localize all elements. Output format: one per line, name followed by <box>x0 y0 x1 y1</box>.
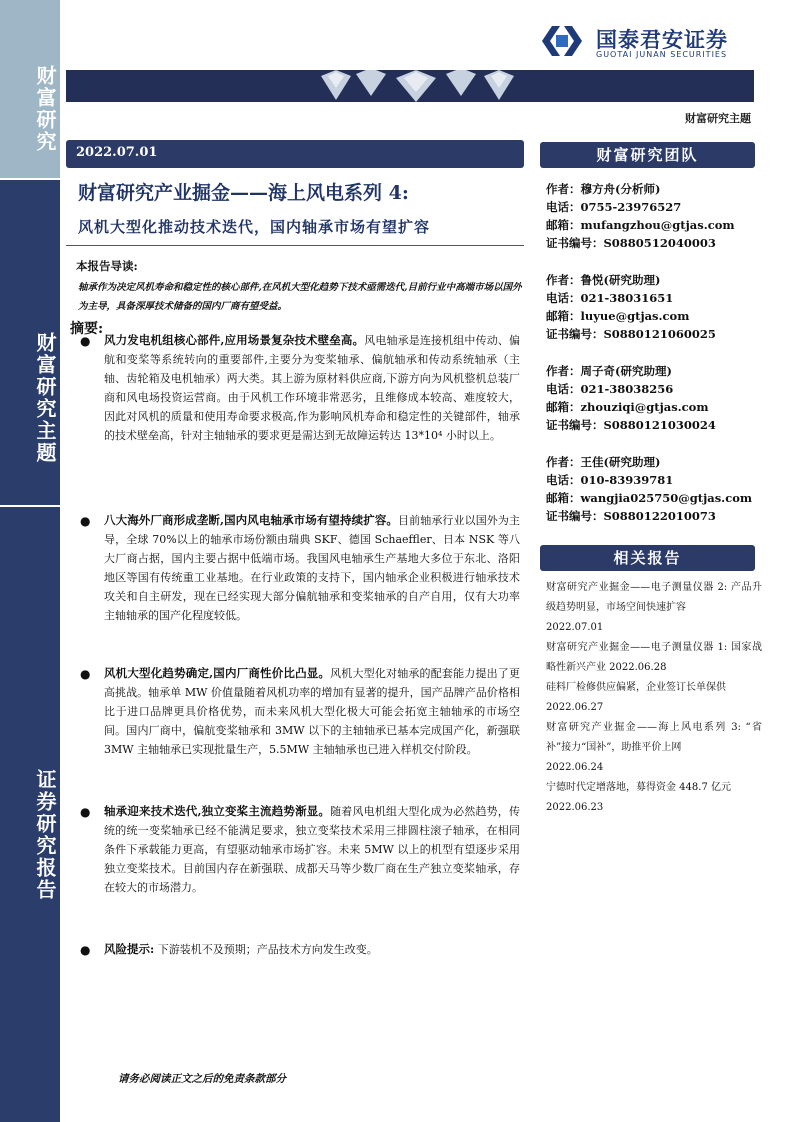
member-cert-line <box>546 416 756 434</box>
related-report-item[interactable] <box>546 638 762 678</box>
abstract-lead-3: 风机大型化趋势确定,国内厂商性价比凸显。 <box>104 666 331 680</box>
date-bar <box>66 140 524 168</box>
related-report-title[interactable]: 宁德时代定增落地，募得资金 448.7 亿元 <box>546 782 731 793</box>
phone-label: 电话： <box>546 473 581 487</box>
member-phone: 0755-23976527 <box>580 200 682 214</box>
team-member-3 <box>546 362 756 434</box>
member-cert: S0880512040003 <box>603 236 716 250</box>
related-heading: 相关报告 <box>540 545 755 571</box>
bullet-icon: ● <box>80 667 91 681</box>
report-subtitle: 风机大型化推动技术迭代，国内轴承市场有望扩容 <box>78 218 431 236</box>
member-phone-line <box>546 289 756 307</box>
team-member-2 <box>546 271 756 343</box>
member-author: 作者：王佳(研究助理) <box>546 455 661 469</box>
logo-subtitle: GUOTAI JUNAN SECURITIES <box>596 50 728 59</box>
abstract-text-3: 风机大型化对轴承的配套能力提出了更高挑战。轴承单 MW 价值量随着风机功率的增加有显著的提升，国产品牌产品价格相比于进口品牌更具价格优势，而未来风机大型化极大可能会拓宽主轴轴承的市场空间。国内厂商中，偏航变桨轴承和 3MW 以下的主轴轴承已基本完成国产化，新强联 3MW 主轴轴承已实现批量生产，5.5MW 主轴轴承也已进入样机交付阶段。 <box>104 667 520 756</box>
abstract-lead-2: 八大海外厂商形成垄断,国内风电轴承市场有望持续扩容。 <box>104 513 399 527</box>
member-phone-line <box>546 198 756 216</box>
member-author: 作者：穆方舟(分析师) <box>546 182 661 196</box>
related-report-date: 2022.07.01 <box>546 622 604 633</box>
member-email-line <box>546 307 756 325</box>
bullet-icon: ● <box>80 943 91 957</box>
side-tab-wealth-topic: 财富研究主题 <box>0 180 60 505</box>
member-cert-line <box>546 507 756 525</box>
report-date: 2022.07.01 <box>76 145 158 160</box>
team-heading: 财富研究团队 <box>540 142 755 168</box>
abstract-text-4: 随着风电机组大型化成为必然趋势，传统的统一变桨轴承已经不能满足要求，独立变桨技术采用三排圆柱滚子轴承，在相同条件下承载能力更高，有望驱动轴承市场扩容。未来 5MW 以上的机型有望逐步采用独立变桨技术。目前国内存在新强联、成都天马等少数厂商在生产独立变桨轴承，存在较大的市场潜力。 <box>104 805 520 894</box>
related-report-title[interactable]: 硅料厂检修供应偏紧，企业签订长单保供 <box>546 682 726 693</box>
diamond-decoration-icon <box>66 70 754 102</box>
member-phone: 021-38038256 <box>580 382 674 396</box>
related-report-date: 2022.06.27 <box>546 702 604 713</box>
member-cert: S0880121060025 <box>603 327 716 341</box>
member-cert: S0880121030024 <box>603 418 716 432</box>
related-report-item[interactable] <box>546 778 762 818</box>
cert-label: 证书编号： <box>546 327 604 341</box>
team-member-1 <box>546 180 756 252</box>
phone-label: 电话： <box>546 200 581 214</box>
related-report-title[interactable]: 财富研究产业掘金——海上风电系列 3: “省补”接力“国补”，助推平价上网 <box>546 722 762 753</box>
side-band <box>0 0 60 1122</box>
report-topic: 财富研究主题 <box>685 112 751 125</box>
abstract-lead-5: 风险提示: <box>104 942 155 956</box>
member-cert-line <box>546 234 756 252</box>
email-label: 邮箱： <box>546 400 581 414</box>
phone-label: 电话： <box>546 291 581 305</box>
email-label: 邮箱： <box>546 491 581 505</box>
abstract-paragraph-3 <box>104 664 520 759</box>
abstract-paragraph-5 <box>104 940 520 959</box>
member-email-line <box>546 398 756 416</box>
side-tab-wealth-research: 财富研究 <box>0 0 60 178</box>
abstract-paragraph-4 <box>104 802 520 897</box>
related-reports-list <box>546 578 762 818</box>
abstract-paragraph-1 <box>104 331 520 445</box>
member-cert: S0880122010073 <box>603 509 716 523</box>
abstract-label: 摘要: <box>70 321 104 337</box>
member-author: 作者：周子奇(研究助理) <box>546 364 672 378</box>
abstract-text-5: 下游装机不及预期；产品技术方向发生改变。 <box>154 943 378 956</box>
phone-label: 电话： <box>546 382 581 396</box>
header-banner <box>66 70 754 102</box>
related-report-date: 2022.06.24 <box>546 762 604 773</box>
abstract-text-1: 风电轴承是连接机组中传动、偏航和变桨等系统转向的重要部件,主要分为变桨轴承、偏航轴承和传动系统轴承（主轴、齿轮箱及电机轴承）两大类。其上游为原材料供应商,下游方向为风机整机总装厂商和风电场投资运营商。由于风机工作环境非常恶劣，且维修成本较高、难度较大，因此对风机的质量和使用寿命要求极高,作为影响风机寿命和稳定性的关键部件，轴承的技术壁垒高，针对主轴轴承的要求更是需达到无故障运转达 13*10⁴ 小时以上。 <box>104 334 520 442</box>
bullet-icon: ● <box>80 805 91 819</box>
email-label: 邮箱： <box>546 309 581 323</box>
member-email[interactable]: zhouziqi@gtjas.com <box>580 400 709 414</box>
company-logo <box>538 22 758 64</box>
abstract-paragraph-2 <box>104 511 520 625</box>
side-tab-securities-report: 证券研究报告 <box>0 507 60 1122</box>
cert-label: 证书编号： <box>546 509 604 523</box>
member-email-line <box>546 216 756 234</box>
guide-text: 轴承作为决定风机寿命和稳定性的核心部件,在风机大型化趋势下技术亟需迭代,目前行业中高端市场以国外为主导，具备深厚技术储备的国内厂商有望受益。 <box>78 282 522 312</box>
guide-label: 本报告导读: <box>76 259 138 273</box>
member-phone: 021-38031651 <box>580 291 674 305</box>
member-email[interactable]: luyue@gtjas.com <box>580 309 690 323</box>
logo-name: 国泰君安证券 <box>596 28 728 52</box>
bullet-icon: ● <box>80 334 91 348</box>
related-report-item[interactable] <box>546 678 762 718</box>
abstract-lead-1: 风力发电机组核心部件,应用场景复杂技术壁垒高。 <box>104 333 365 347</box>
disclaimer-footer: 请务必阅读正文之后的免责条款部分 <box>118 1073 286 1085</box>
title-divider <box>66 245 524 246</box>
bullet-icon: ● <box>80 514 91 528</box>
member-author: 作者：鲁悦(研究助理) <box>546 273 661 287</box>
related-report-title[interactable]: 财富研究产业掘金——电子测量仪器 1: 国家战略性新兴产业 2022.06.28 <box>546 642 762 673</box>
member-phone: 010-83939781 <box>580 473 674 487</box>
abstract-lead-4: 轴承迎来技术迭代,独立变桨主流趋势渐显。 <box>104 804 331 818</box>
report-title: 财富研究产业掘金——海上风电系列 4: <box>78 182 409 204</box>
related-report-item[interactable] <box>546 718 762 778</box>
member-email[interactable]: mufangzhou@gtjas.com <box>580 218 735 232</box>
related-report-date: 2022.06.23 <box>546 802 604 813</box>
team-member-4 <box>546 453 756 525</box>
cert-label: 证书编号： <box>546 236 604 250</box>
cert-label: 证书编号： <box>546 418 604 432</box>
logo-mark-icon <box>538 24 586 58</box>
member-phone-line <box>546 380 756 398</box>
member-cert-line <box>546 325 756 343</box>
member-email[interactable]: wangjia025750@gtjas.com <box>580 491 753 505</box>
related-report-item[interactable] <box>546 578 762 638</box>
member-phone-line <box>546 471 756 489</box>
member-email-line <box>546 489 756 507</box>
related-report-title[interactable]: 财富研究产业掘金——电子测量仪器 2: 产品升级趋势明显，市场空间快速扩容 <box>546 582 762 613</box>
email-label: 邮箱： <box>546 218 581 232</box>
abstract-text-2: 目前轴承行业以国外为主导，全球 70%以上的轴承市场份额由瑞典 SKF、德国 Schaeffler、日本 NSK 等八大厂商占据，国内主要占据中低端市场。我国风电轴承生产基地大多位于东北、洛阳地区等国有传统重工业基地。在行业政策的支持下，国内轴承企业积极进行轴承技术攻关和自主研发，现在已经实现大部分偏航轴承和变桨轴承的自产自用，仅有大功率主轴轴承的国产化程度较低。 <box>104 514 520 622</box>
